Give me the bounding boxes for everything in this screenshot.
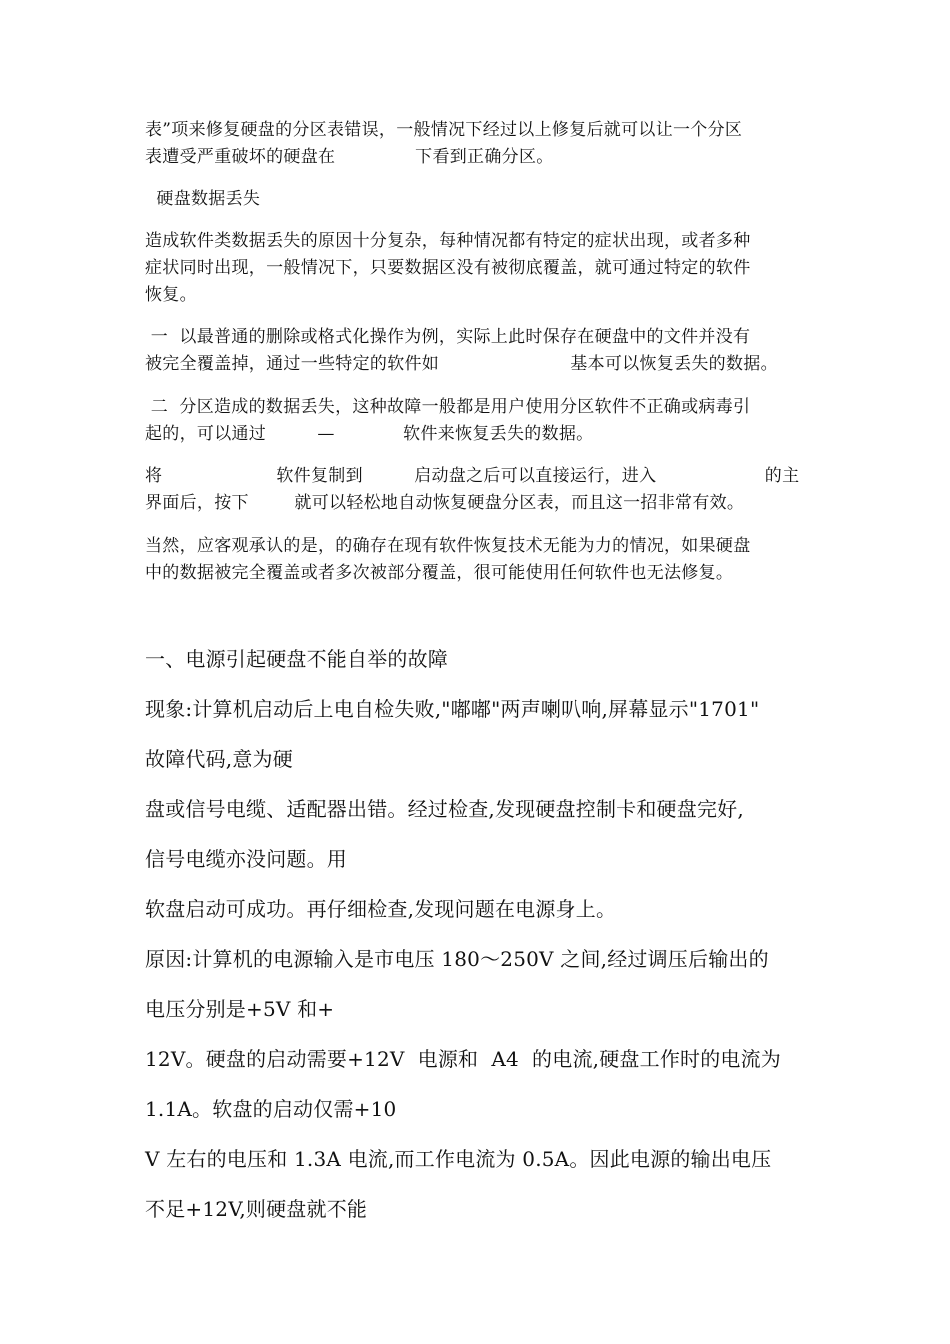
- body-line: 故障代码,意为硬: [145, 747, 293, 771]
- paragraph-line: 二 分区造成的数据丢失，这种故障一般都是用户使用分区软件不正确或病毒引: [145, 397, 751, 417]
- paragraph-line: 被完全覆盖掉，通过一些特定的软件如 基本可以恢复丢失的数据。: [145, 354, 778, 374]
- paragraph-line: 将 软件复制到 启动盘之后可以直接运行，进入 的主: [145, 466, 800, 486]
- body-line: 信号电缆亦没问题。用: [145, 847, 347, 871]
- paragraph-line: 中的数据被完全覆盖或者多次被部分覆盖，很可能使用任何软件也无法修复。: [145, 563, 734, 583]
- body-line: 软盘启动可成功。再仔细检查,发现问题在电源身上。: [145, 897, 617, 921]
- section-heading: 一、电源引起硬盘不能自举的故障: [145, 647, 448, 671]
- paragraph-line: 表”项来修复硬盘的分区表错误，一般情况下经过以上修复后就可以让一个分区: [145, 120, 743, 140]
- body-line: 电压分别是+5V 和+: [145, 997, 335, 1021]
- paragraph-line: 症状同时出现，一般情况下，只要数据区没有被彻底覆盖，就可通过特定的软件: [145, 258, 751, 278]
- body-line: V 左右的电压和 1.3A 电流,而工作电流为 0.5A。因此电源的输出电压: [145, 1147, 772, 1171]
- paragraph-line: 起的，可以通过 — 软件来恢复丢失的数据。: [145, 424, 594, 444]
- paragraph-line: 一 以最普通的删除或格式化操作为例，实际上此时保存在硬盘中的文件并没有: [145, 327, 751, 347]
- body-line: 盘或信号电缆、适配器出错。经过检查,发现硬盘控制卡和硬盘完好,: [145, 797, 744, 821]
- body-line: 原因:计算机的电源输入是市电压 180～250V 之间,经过调压后输出的: [145, 947, 769, 971]
- paragraph-line: 界面后，按下 就可以轻松地自动恢复硬盘分区表，而且这一招非常有效。: [145, 493, 745, 513]
- paragraph-line: 恢复。: [145, 285, 197, 305]
- section-heading: 硬盘数据丢失: [145, 189, 261, 209]
- paragraph-line: 当然，应客观承认的是，的确存在现有软件恢复技术无能为力的情况，如果硬盘: [145, 536, 751, 556]
- body-line: 12V。硬盘的启动需要+12V 电源和 A4 的电流,硬盘工作时的电流为: [145, 1047, 782, 1071]
- body-line: 不足+12V,则硬盘就不能: [145, 1197, 368, 1221]
- body-line: 现象:计算机启动后上电自检失败,"嘟嘟"两声喇叭响,屏幕显示"1701": [145, 697, 760, 721]
- body-line: 1.1A。软盘的启动仅需+10: [145, 1097, 397, 1121]
- paragraph-line: 造成软件类数据丢失的原因十分复杂，每种情况都有特定的症状出现，或者多种: [145, 231, 751, 251]
- paragraph-line: 表遭受严重破坏的硬盘在 下看到正确分区。: [145, 147, 554, 167]
